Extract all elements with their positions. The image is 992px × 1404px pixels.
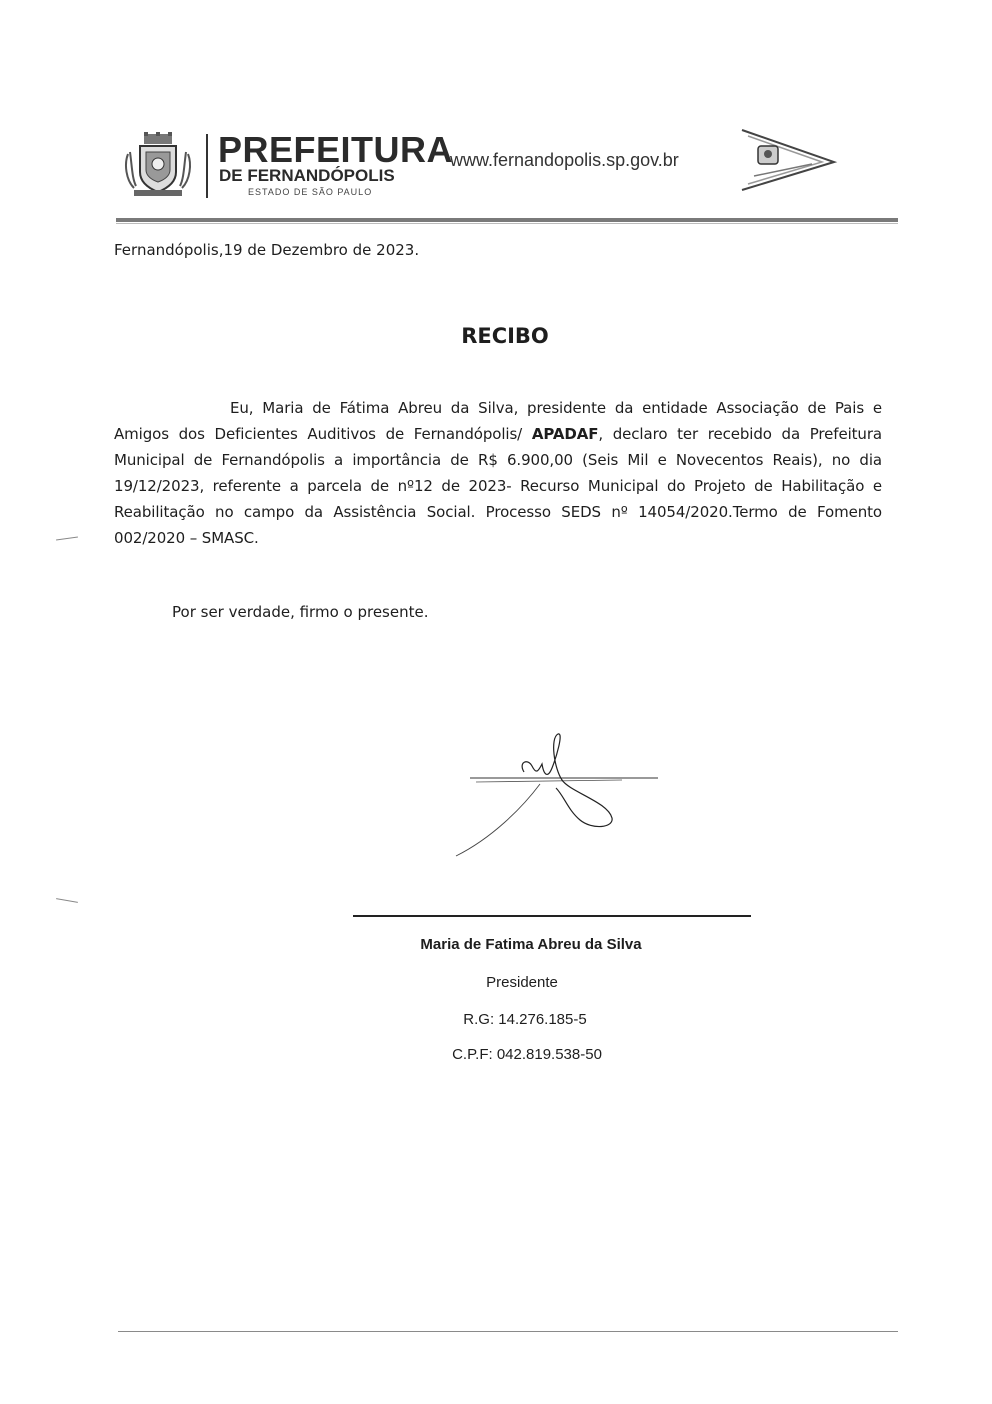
scan-mark — [56, 898, 78, 903]
signatory-rg: R.G: 14.276.185-5 — [463, 1011, 587, 1028]
header-divider — [206, 134, 208, 198]
header-rule — [116, 218, 898, 222]
date-line: Fernandópolis,19 de Dezembro de 2023. — [114, 241, 420, 259]
document-title: RECIBO — [461, 324, 549, 348]
receipt-body-part1: Eu, Maria de Fátima Abreu da Silva, presidente da entidade Associação de Pais e Amigos dos Deficientes Auditivos de Fernandópolis/ — [114, 399, 882, 443]
signatory-name: Maria de Fatima Abreu da Silva — [420, 936, 642, 953]
brand-subtitle: DE FERNANDÓPOLIS — [219, 166, 395, 185]
signatory-cpf: C.P.F: 042.819.538-50 — [452, 1046, 602, 1063]
closing-statement: Por ser verdade, firmo o presente. — [172, 603, 429, 621]
entity-acronym: APADAF — [531, 425, 599, 443]
brand-title: PREFEITURA — [218, 129, 454, 170]
receipt-body-part2: , declaro ter recebido da Prefeitura Municipal de Fernandópolis a importância de R$ 6.900,00 (Seis Mil e Novecentos Reais), no dia 19/12/2023, referente a parcela de nº12 de 2023- Recurso Municipal do Projeto de Habilitação e Reabilitação no campo da Assistência Social. Processo SEDS nº 14054/2020.Termo de Fomento 002/2020 – SMASC. — [114, 425, 883, 547]
municipal-flag-logo — [734, 124, 842, 196]
signatory-role: Presidente — [486, 974, 558, 991]
brand-state: ESTADO DE SÃO PAULO — [248, 187, 373, 197]
scan-mark — [56, 536, 78, 540]
coat-of-arms-logo — [122, 130, 194, 200]
header-rule-thin — [116, 223, 898, 224]
receipt-body — [114, 395, 882, 551]
handwritten-signature — [452, 728, 666, 860]
website-link[interactable]: www.fernandopolis.sp.gov.br — [450, 150, 679, 170]
signature-line — [353, 915, 751, 917]
footer-rule — [118, 1331, 898, 1332]
